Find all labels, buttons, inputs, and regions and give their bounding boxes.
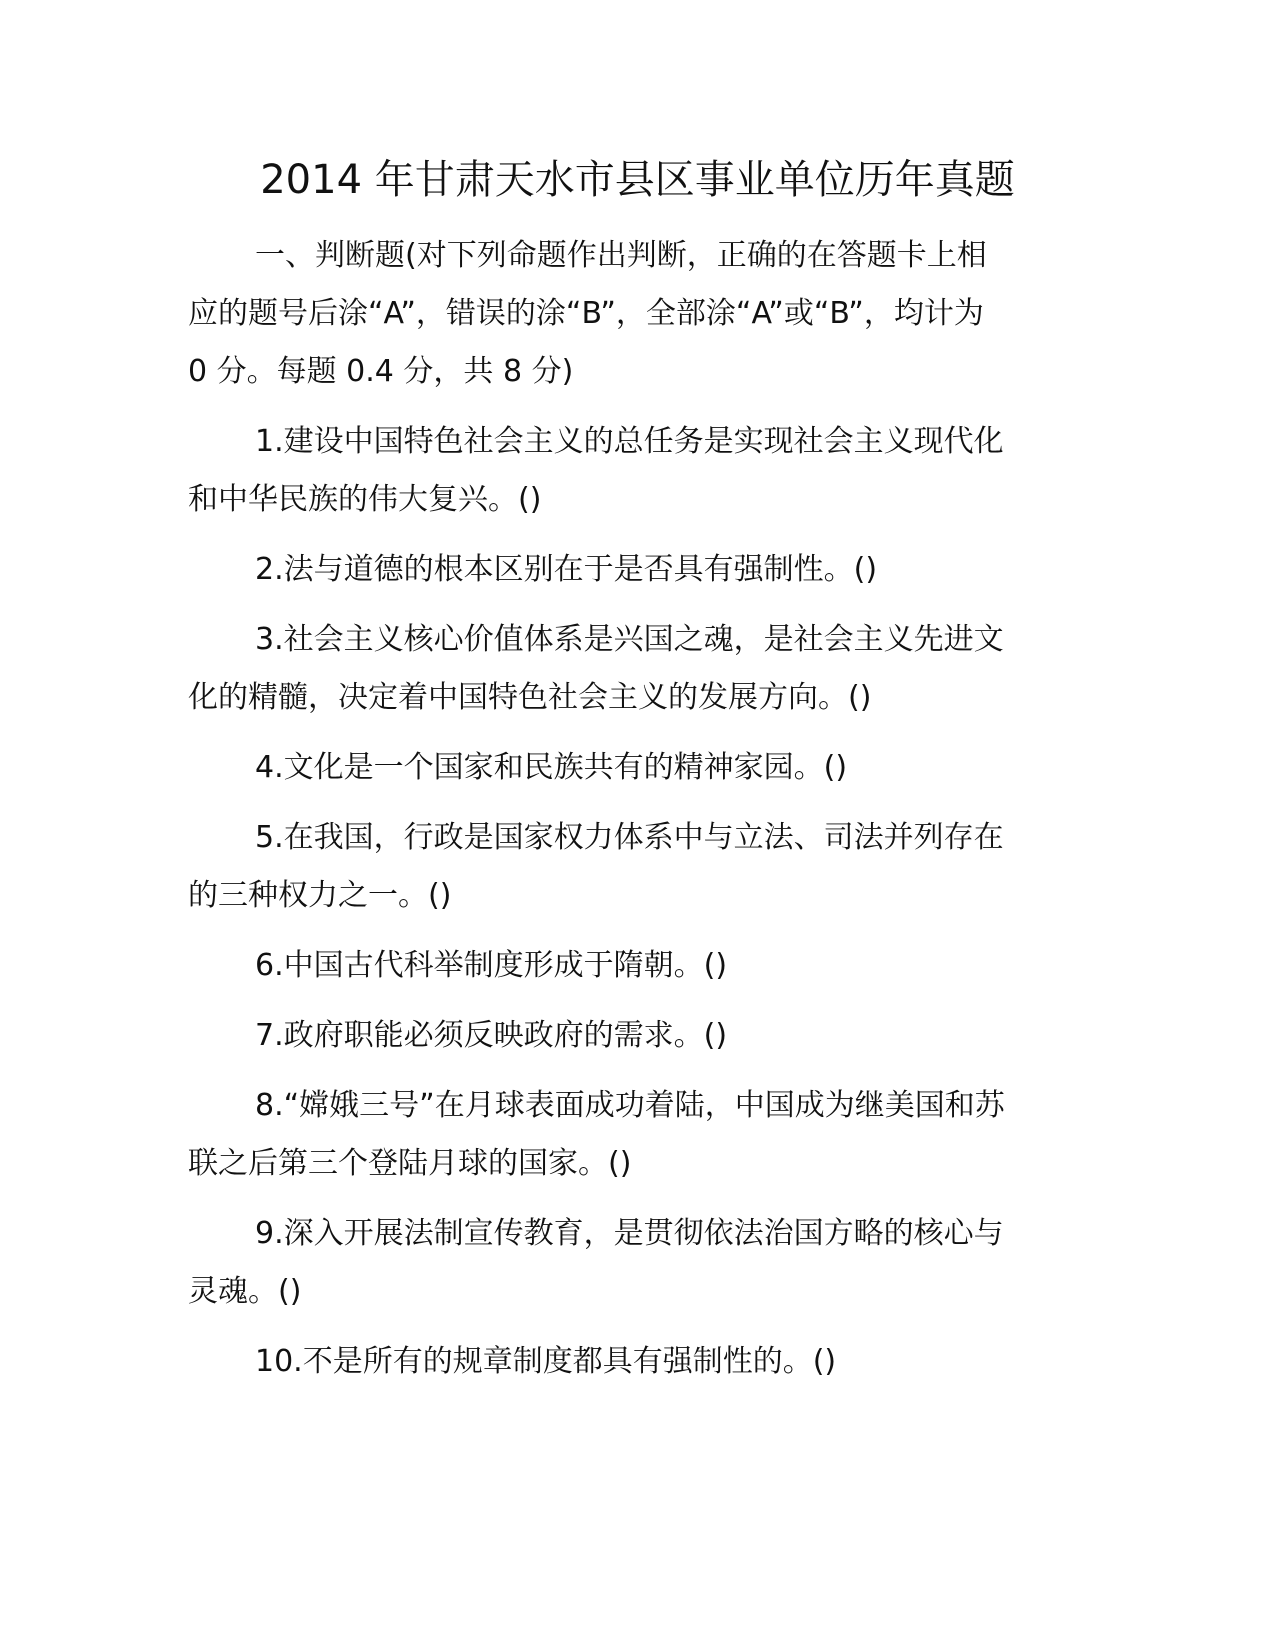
question-line: 2.法与道德的根本区别在于是否具有强制性。() — [255, 552, 878, 587]
question-line: 7.政府职能必须反映政府的需求。() — [255, 1018, 728, 1053]
question-line: 9.深入开展法制宣传教育，是贯彻依法治国方略的核心与 — [255, 1216, 1004, 1251]
question-line: 5.在我国，行政是国家权力体系中与立法、司法并列存在 — [255, 820, 1004, 855]
question-4 — [188, 739, 1088, 797]
question-line: 6.中国古代科举制度形成于隋朝。() — [255, 948, 728, 983]
question-line: 1.建设中国特色社会主义的总任务是实现社会主义现代化 — [255, 424, 1004, 459]
question-line: 和中华民族的伟大复兴。() — [188, 482, 542, 517]
question-line: 化的精髓，决定着中国特色社会主义的发展方向。() — [188, 680, 872, 715]
question-line: 10.不是所有的规章制度都具有强制性的。() — [255, 1344, 837, 1379]
question-8 — [188, 1077, 1088, 1193]
question-1 — [188, 413, 1088, 529]
question-line: 3.社会主义核心价值体系是兴国之魂，是社会主义先进文 — [255, 622, 1004, 657]
question-line: 联之后第三个登陆月球的国家。() — [188, 1146, 632, 1181]
question-10 — [188, 1333, 1088, 1391]
section-heading-line: 应的题号后涂“A”，错误的涂“B”，全部涂“A”或“B”，均计为 — [188, 296, 984, 331]
section-heading-line: 0 分。每题 0.4 分，共 8 分) — [188, 354, 574, 389]
question-line: 4.文化是一个国家和民族共有的精神家园。() — [255, 750, 848, 785]
question-line: 灵魂。() — [188, 1274, 302, 1309]
document-body — [188, 227, 1088, 1403]
question-7 — [188, 1007, 1088, 1065]
document-title: 2014 年甘肃天水市县区事业单位历年真题 — [260, 157, 1015, 203]
section-heading-line: 一、判断题(对下列命题作出判断，正确的在答题卡上相 — [255, 238, 987, 273]
question-6 — [188, 937, 1088, 995]
question-line: 8.“嫦娥三号”在月球表面成功着陆，中国成为继美国和苏 — [255, 1088, 1005, 1123]
question-5 — [188, 809, 1088, 925]
question-line: 的三种权力之一。() — [188, 878, 452, 913]
question-9 — [188, 1205, 1088, 1321]
question-3 — [188, 611, 1088, 727]
question-2 — [188, 541, 1088, 599]
section-heading — [188, 227, 1088, 401]
